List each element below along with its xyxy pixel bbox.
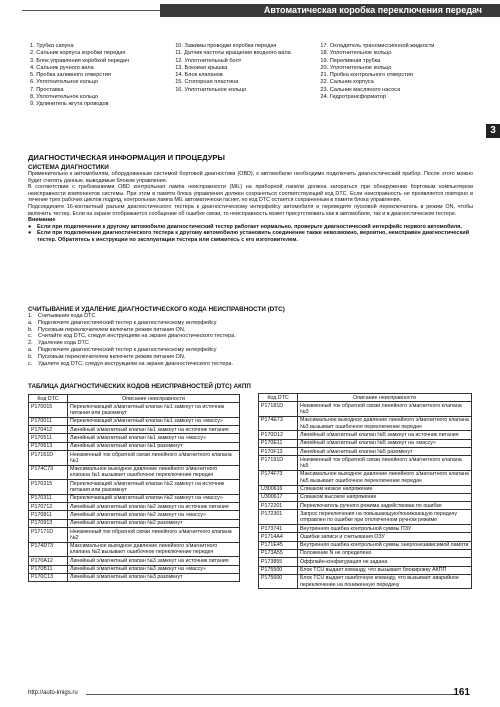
table-row xyxy=(259,566,472,574)
bullet-item xyxy=(28,230,473,243)
step-marker: b. xyxy=(28,353,33,360)
table-row xyxy=(29,528,240,543)
procedure-steps xyxy=(28,313,473,367)
bullet-icon: ● xyxy=(28,223,32,230)
dtc-description-cell: Запрос переключения на повышающую/понижающую передачу отправлен по ошибке при отключенном ручном режиме xyxy=(298,510,472,525)
dtc-code-cell: P174E73 xyxy=(259,416,298,431)
table-row xyxy=(259,549,472,557)
dtc-description-cell: Внутренняя ошибка контрольной суммы энергонезависимой памяти xyxy=(298,541,472,549)
dtc-description-cell: Переключающий э/магнитный клапан №1 замкнут на источник питания или разомкнут xyxy=(68,403,240,418)
dtc-code-cell: P170215 xyxy=(29,480,68,495)
table-row xyxy=(259,525,472,533)
table-row xyxy=(259,502,472,510)
dtc-code-cell: P170F13 xyxy=(259,448,298,456)
table-row xyxy=(29,519,240,527)
part-item: 19. Переливная трубка xyxy=(320,57,381,64)
table-row xyxy=(29,417,240,425)
step-marker: a. xyxy=(28,319,33,326)
dtc-code-cell: P170511 xyxy=(29,434,68,442)
procedure-section xyxy=(28,304,473,367)
dtc-description-cell: Внутренняя ошибка контрольной суммы ПЗУ xyxy=(298,525,472,533)
paragraph: Применительно к автомобилям, оборудованным системой бортовой диагностики (OBD), к автомобилю необходимо подключить диагностический прибор. После этого можно будет считать данные, выводимые блоком управления. xyxy=(28,171,473,184)
part-item: 13. Боковая крышка xyxy=(175,64,228,71)
bullet-icon: ● xyxy=(28,230,32,237)
table-row xyxy=(29,451,240,466)
table-row xyxy=(29,511,240,519)
dtc-code-cell: P170011 xyxy=(29,417,68,425)
dtc-code-cell: P174C73 xyxy=(29,465,68,480)
dtc-description-cell: Переключающий э/магнитный клапан №2 замкнут на «массу» xyxy=(68,494,240,502)
dtc-description-cell: Линейный э/магнитный клапан №5 замкнут на «массу» xyxy=(298,439,472,447)
dtc-description-cell: Линейный э/магнитный клапан №5 замкнут на источник питания xyxy=(298,431,472,439)
table-row xyxy=(29,557,240,565)
dtc-description-cell: Максимальное выходное давление линейного э/магнитного клапана №2 вызывает ошибочное переключение передач xyxy=(68,542,240,557)
parts-column xyxy=(175,43,320,109)
dtc-description-cell: Оффлайн-конфигурация не задана xyxy=(298,558,472,566)
table-row xyxy=(29,465,240,480)
part-item: 7. Проставка xyxy=(30,86,64,93)
table-title: ТАБЛИЦА ДИАГНОСТИЧЕСКИХ КОДОВ НЕИСПРАВНОСТЕЙ (DTC) АКПП xyxy=(28,383,251,390)
table-row xyxy=(259,574,472,589)
part-item: 2. Сальник корпуса коробки передач xyxy=(30,50,126,57)
dtc-code-cell: P170E11 xyxy=(259,439,298,447)
step-marker: a. xyxy=(28,346,33,353)
part-item: 16. Уплотнительное кольцо xyxy=(175,86,247,93)
table-row xyxy=(259,456,472,471)
dtc-code-cell: P1714A4 xyxy=(259,533,298,541)
part-item: 18. Уплотнительное кольцо xyxy=(320,50,392,57)
step-text: Пусковым переключателем включите режим питания ON. xyxy=(38,326,186,333)
part-item: 9. Удлинитель жгута проводов xyxy=(30,101,109,108)
procedure-step xyxy=(28,333,473,340)
dtc-code-cell: P170015 xyxy=(29,403,68,418)
dtc-description-cell: Слишком низкое напряжение xyxy=(298,485,472,493)
part-item: 20. Уплотнительное кольцо xyxy=(320,64,392,71)
step-text: Пусковым переключателем включите режим питания ON. xyxy=(38,353,186,360)
procedure-step xyxy=(28,354,473,361)
page-header xyxy=(0,0,500,20)
bullet-text: Если при подключении к другому автомобилю диагностический тестер работает нормально, проверьте диагностический интерфейс первого автомобиля. xyxy=(37,223,463,230)
procedure-title: СЧИТЫВАНИЕ И УДАЛЕНИЕ ДИАГНОСТИЧЕСКОГО КОДА НЕИСПРАВНОСТИ (DTC) xyxy=(28,306,285,313)
part-item: 14. Блок клапанов xyxy=(175,72,223,79)
table-row xyxy=(259,402,472,417)
part-item: 8. Уплотнительное кольцо xyxy=(30,94,99,101)
chapter-tab: 3 xyxy=(486,124,500,138)
table-row xyxy=(259,493,472,501)
dtc-description-cell: Переключатель ручного режима задействован по ошибке xyxy=(298,502,472,510)
dtc-code-cell: P172201 xyxy=(259,502,298,510)
table-row xyxy=(29,503,240,511)
step-text: Считайте код DTC, следуя инструкциям на экране диагностического тестера. xyxy=(38,333,236,340)
part-item: 4. Сальник ручного вала xyxy=(30,64,94,71)
page-number: 161 xyxy=(453,687,470,698)
column-header: Описание неисправности xyxy=(68,395,240,403)
part-item: 5. Пробка заливного отверстия xyxy=(30,72,111,79)
dtc-description-cell: Линейный э/магнитный клапан №5 разомкнут xyxy=(298,448,472,456)
dtc-code-cell: P17181D xyxy=(259,402,298,417)
dtc-description-cell: Максимальное выходное давление линейного э/магнитного клапана №1 вызывает ошибочное переключение передач xyxy=(68,465,240,480)
table-row xyxy=(29,494,240,502)
dtc-description-cell: Линейный э/магнитный клапан №1 замкнут на источник питания xyxy=(68,426,240,434)
dtc-description-cell: Неизменный ток обратной связи линейного э/магнитного клапана №5 xyxy=(298,456,472,471)
table-row xyxy=(259,510,472,525)
table-row xyxy=(259,416,472,431)
paragraph: В соответствии с требованиями OBD контрольная лампа неисправности (MIL) на приборной панели должна загораться при обнаружении бортовым компьютером неисправности компонентов системы. При этом в памяти блока управления должен сохраняться соответствующий код DTC. Если неисправность не проявляется повторно в течение трех рабочих циклов подряд, контрольная лампа MIL автоматически гаснет, но код DTC остается сохраненным в памяти блока управления. xyxy=(28,184,473,204)
dtc-code-cell: P170C13 xyxy=(29,573,68,581)
step-marker: 1. xyxy=(28,313,33,319)
part-item: 6. Уплотнительное кольцо xyxy=(30,79,99,86)
step-marker: 2. xyxy=(28,340,33,347)
table-row xyxy=(259,533,472,541)
table-row xyxy=(259,431,472,439)
dtc-code-cell: P170412 xyxy=(29,426,68,434)
dtc-description-cell: Переключающий э/магнитный клапан №2 замкнут на источник питания или разомкнут xyxy=(68,480,240,495)
table-row xyxy=(259,541,472,549)
table-row xyxy=(29,480,240,495)
part-item: 21. Пробка контрольного отверстия xyxy=(320,72,413,79)
dtc-description-cell: Положение N не определено xyxy=(298,549,472,557)
dtc-table-left xyxy=(28,394,240,582)
dtc-description-cell: Линейный э/магнитный клапан №3 замкнут на «массу» xyxy=(68,565,240,573)
dtc-code-cell: P175500 xyxy=(259,566,298,574)
parts-column xyxy=(30,43,175,109)
dtc-description-cell: Неизменный ток обратной связи линейного э/магнитного клапана №2 xyxy=(68,528,240,543)
procedure-step xyxy=(28,361,473,368)
dtc-description-cell: Блок TCU выдает команду, что вызывает блокировку АКПП xyxy=(298,566,472,574)
header-title: Автоматическая коробка переключения передач xyxy=(263,5,482,15)
table-row xyxy=(29,542,240,557)
column-header: Код DTC xyxy=(29,395,68,403)
dtc-description-cell: Линейный э/магнитный клапан №2 замкнут на источник питания xyxy=(68,503,240,511)
table-row xyxy=(29,442,240,450)
dtc-description-cell: Неизменный ток обратной связи линейного э/магнитного клапана №3 xyxy=(298,402,472,417)
dtc-code-cell: P170D12 xyxy=(259,431,298,439)
dtc-code-cell: P175600 xyxy=(259,574,298,589)
dtc-code-cell: U300616 xyxy=(259,485,298,493)
table-row xyxy=(259,470,472,485)
bullet-text: Если при подключении диагностического тестера к другому автомобилю установить соединение также невозможно, вероятно, неисправен диагностический тестер. Обратитесь к инструкции по эксплуатации тестера или свяжитесь с его изготовителем. xyxy=(37,230,469,243)
step-marker: c. xyxy=(28,333,33,340)
procedure-step xyxy=(28,340,473,347)
dtc-description-cell: Неизменный ток обратной связи линейного э/магнитного клапана №1 xyxy=(68,451,240,466)
footer-url[interactable]: http://auto-knigs.ru xyxy=(28,690,78,696)
dtc-code-cell: P174F73 xyxy=(259,470,298,485)
step-marker: c. xyxy=(28,360,33,367)
step-text: Удалите код DTC, следуя инструкциям на экране диагностического тестера. xyxy=(38,360,233,367)
column-header: Код DTC xyxy=(259,394,298,402)
step-text: Считывание кода DTC xyxy=(38,313,96,319)
dtc-code-cell: P170913 xyxy=(29,519,68,527)
dtc-description-cell: Линейный э/магнитный клапан №1 замкнут на «массу» xyxy=(68,434,240,442)
part-item: 23. Сальник масляного насоса xyxy=(320,86,401,93)
dtc-description-cell: Блок TCU выдает ошибочную команду, что вызывает аварийное переключение на пониженную передачу xyxy=(298,574,472,589)
page-footer xyxy=(0,688,500,702)
part-item: 22. Сальник корпуса xyxy=(320,79,374,86)
dtc-description-cell: Линейный э/магнитный клапан №2 замкнут на «массу» xyxy=(68,511,240,519)
dtc-description-cell: Линейный э/магнитный клапан №3 замкнут на источник питания xyxy=(68,557,240,565)
section-title: ДИАГНОСТИЧЕСКАЯ ИНФОРМАЦИЯ И ПРОЦЕДУРЫ xyxy=(28,153,225,162)
dtc-description-cell: Переключающий э/магнитный клапан №1 замкнут на «массу» xyxy=(68,417,240,425)
procedure-step xyxy=(28,313,473,320)
dtc-description-cell: Максимальное выходное давление линейного э/магнитного клапана №5 вызывает ошибочное переключение передач xyxy=(298,470,472,485)
dtc-code-cell: P174D73 xyxy=(29,542,68,557)
part-item: 1. Трубка сапуна xyxy=(30,43,74,49)
footer-rule xyxy=(86,694,454,695)
part-item: 24. Гидротрансформатор xyxy=(320,94,386,101)
part-item: 15. Стопорная пластина xyxy=(175,79,239,86)
dtc-code-cell: P170311 xyxy=(29,494,68,502)
dtc-code-cell: P171E45 xyxy=(259,541,298,549)
dtc-code-cell: P17171D xyxy=(29,528,68,543)
parts-column xyxy=(320,43,465,109)
section-subtitle: СИСТЕМА ДИАГНОСТИКИ xyxy=(28,164,109,171)
dtc-code-cell: P173741 xyxy=(259,525,298,533)
attention-label: Внимание xyxy=(28,217,56,224)
step-text: Подключите диагностический тестер к диагностическому интерфейсу xyxy=(38,319,217,326)
table-row xyxy=(29,403,240,418)
table-title-wrap xyxy=(28,381,473,390)
dtc-code-cell: P173855 xyxy=(259,558,298,566)
table-row xyxy=(29,573,240,581)
table-row xyxy=(29,426,240,434)
dtc-code-cell: P170613 xyxy=(29,442,68,450)
column-header: Описание неисправности xyxy=(298,394,472,402)
table-row xyxy=(259,439,472,447)
part-item: 3. Блок управления коробкой передач xyxy=(30,57,130,64)
dtc-description-cell: Линейный э/магнитный клапан №3 разомкнут xyxy=(68,573,240,581)
paragraph: Подсоедините 16-контактный разъем диагностического тестера к диагностическому интерфейсу автомобиля и переведите пусковой переключатель в режим ON, чтобы включить тестер. Если на экране отображается сообщение об ошибке связи, то неисправность может присутствовать как в автомобиле, так и в диагностическом тестере. xyxy=(28,203,473,217)
table-row xyxy=(259,448,472,456)
dtc-description-cell: Слишком высокое напряжение xyxy=(298,493,472,501)
dtc-code-cell: P173A55 xyxy=(259,549,298,557)
part-item: 17. Охладитель трансмиссионной жидкости xyxy=(320,43,435,49)
step-marker: b. xyxy=(28,326,33,333)
procedure-step xyxy=(28,320,473,327)
dtc-description-cell: Линейный э/магнитный клапан №2 разомкнут xyxy=(68,519,240,527)
procedure-step xyxy=(28,347,473,354)
dtc-table-right xyxy=(258,393,472,589)
step-text: Удаление кода DTC xyxy=(38,340,89,347)
part-item: 12. Уплотнительный болт xyxy=(175,57,242,64)
header-rule xyxy=(22,10,160,11)
dtc-code-cell: U300617 xyxy=(259,493,298,501)
dtc-description-cell: Максимальное выходное давление линейного э/магнитного клапана №3 вызывает ошибочное переключение передач xyxy=(298,416,472,431)
table-row xyxy=(29,565,240,573)
part-item: 11. Датчик частоты вращения входного вала xyxy=(175,50,291,57)
dtc-code-cell: P170811 xyxy=(29,511,68,519)
table-row xyxy=(29,434,240,442)
dtc-description-cell: Линейный э/магнитный клапан №1 разомкнут xyxy=(68,442,240,450)
table-row xyxy=(259,558,472,566)
step-text: Подключите диагностический тестер к диагностическому интерфейсу xyxy=(38,346,217,353)
dtc-code-cell: P172301 xyxy=(259,510,298,525)
dtc-code-cell: P17191D xyxy=(259,456,298,471)
table-row xyxy=(259,485,472,493)
dtc-description-cell: Ошибки записи и считывания ОЗУ xyxy=(298,533,472,541)
dtc-code-cell: P170B11 xyxy=(29,565,68,573)
dtc-code-cell: P170A12 xyxy=(29,557,68,565)
dtc-code-cell: P170712 xyxy=(29,503,68,511)
dtc-code-cell: P17161D xyxy=(29,451,68,466)
parts-legend xyxy=(30,43,470,109)
diagnostics-section xyxy=(28,153,473,244)
part-item: 10. Зажимы проводки коробки передач xyxy=(175,43,277,49)
